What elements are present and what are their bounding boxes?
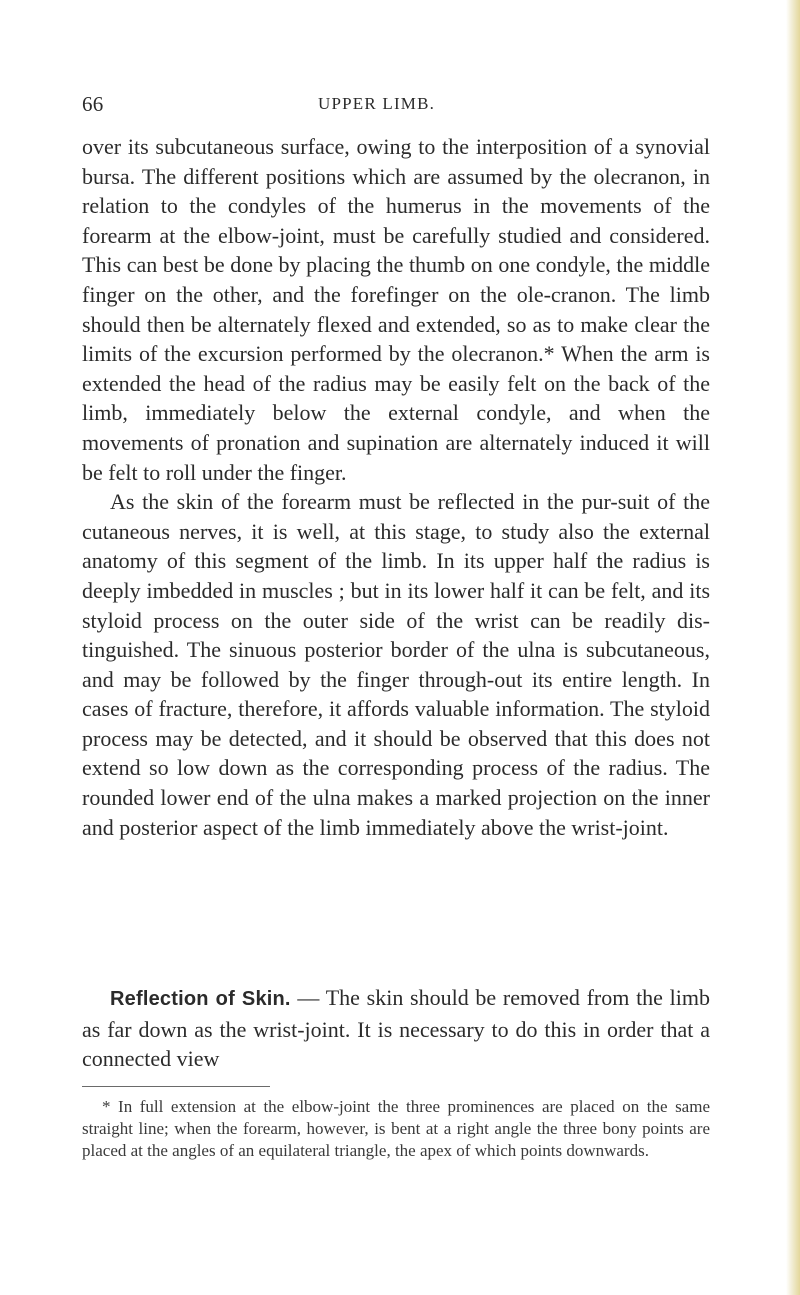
paragraph-1: over its subcutaneous surface, owing to the interposition of a synovial bursa. The different positions which are assumed by the olecranon, in relation to the condyles of the humerus in the movements of the forearm at the elbow-joint, must be carefully studied and considered. This can best be done by placing the thumb on one condyle, the middle finger on the other, and the forefinger on the ole-cranon. The limb should then be alternately flexed and extended, so as to make clear the limits of the excursion performed by the olecranon.* When the arm is extended the head of the radius may be easily felt on the back of the limb, immediately below the external condyle, and when the movements of pronation and supination are alternately induced it will be felt to roll under the finger. [82,134,710,485]
section-reflection-of-skin [82,983,710,1074]
running-head: UPPER LIMB. [318,94,436,113]
page-number: 66 [82,92,104,116]
section-paragraph [82,983,710,1074]
paragraph-2: As the skin of the forearm must be reflected in the pur-suit of the cutaneous nerves, it is well, at this stage, to study also the external anatomy of this segment of the limb. In its upper half the radius is deeply imbedded in muscles ; but in its lower half it can be felt, and its styloid process on the outer side of the wrist can be readily dis-tinguished. The sinuous posterior border of the ulna is subcutaneous, and may be followed by the finger through-out its entire length. In cases of fracture, therefore, it affords valuable information. The styloid process may be detected, and it should be observed that this does not extend so low down as the corresponding process of the radius. The rounded lower end of the ulna makes a marked projection on the inner and posterior aspect of the limb immediately above the wrist-joint. [82,489,710,840]
page-edge [786,0,800,1295]
body-text [82,132,710,842]
section-text: — The skin should be removed from the limb as far down as the wrist-joint. It is necessary to do this in order that a connected view [82,985,710,1072]
footnote-divider [82,1086,270,1087]
section-heading: Reflection of Skin. [110,988,291,1010]
footnote: * In full extension at the elbow-joint the three prominences are placed on the same straight line; when the forearm, however, is bent at a right angle the three bony points are placed at the angles of an equilateral triangle, the apex of which points downwards. [82,1097,710,1160]
